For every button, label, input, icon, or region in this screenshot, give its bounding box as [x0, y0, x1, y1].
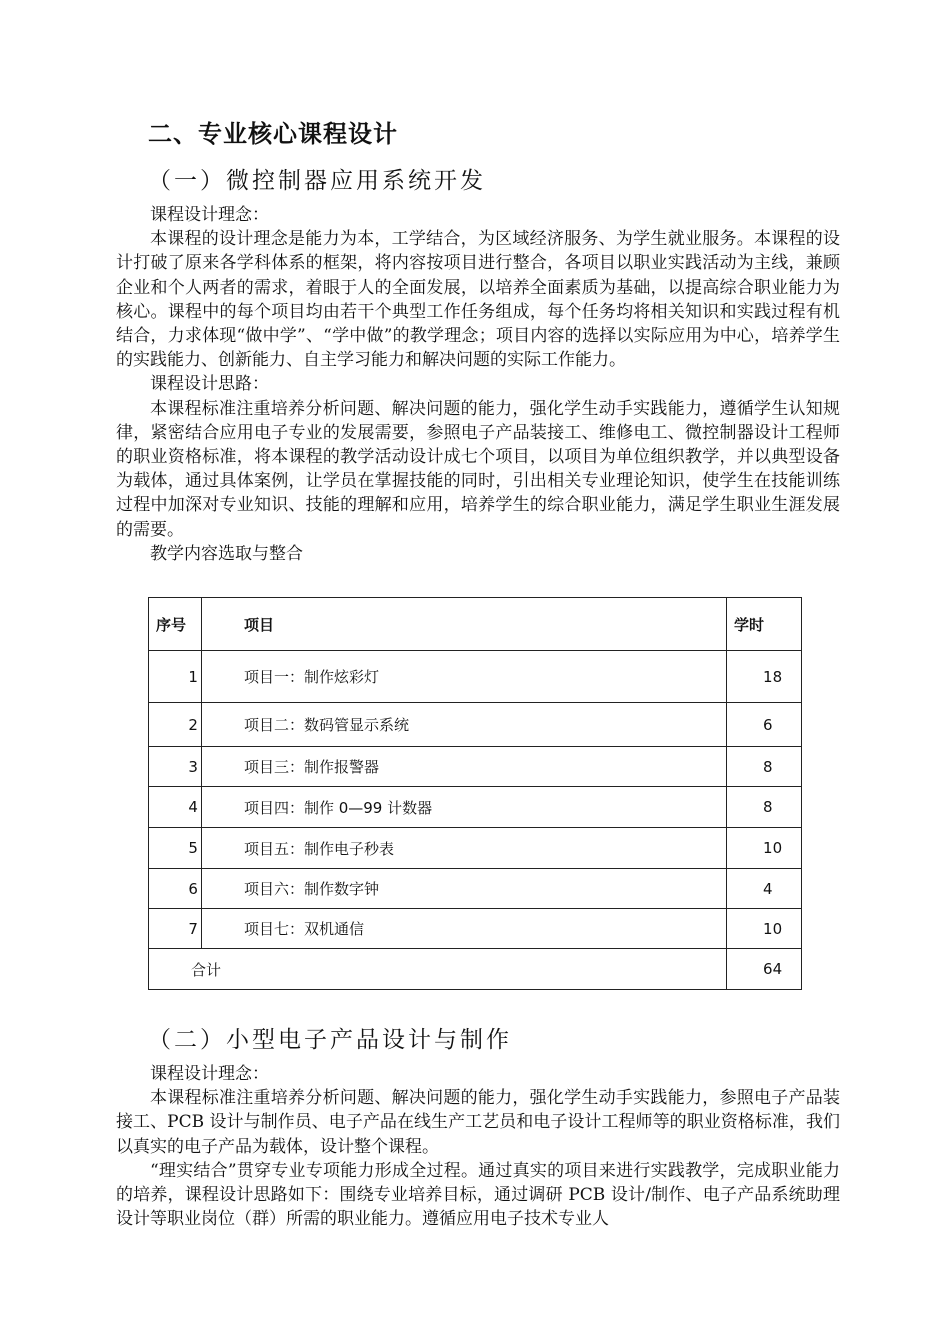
total-hours: 64 [727, 949, 802, 990]
header-item: 项目 [201, 598, 726, 651]
row-hours: 18 [727, 651, 802, 703]
section-title: 二、专业核心课程设计 [148, 120, 398, 148]
table-row [149, 787, 802, 828]
table-row [149, 703, 802, 747]
table-row [149, 828, 802, 869]
table-header-row [149, 598, 802, 651]
row-no: 4 [149, 787, 202, 828]
table-row [149, 747, 802, 787]
table-caption: 教学内容选取与整合 [150, 543, 303, 564]
row-hours: 8 [727, 787, 802, 828]
row-item: 项目二：数码管显示系统 [201, 703, 726, 747]
row-no: 5 [149, 828, 202, 869]
course2-body [116, 1062, 840, 1231]
course1-approach-text: 本课程标准注重培养分析问题、解决问题的能力，强化学生动手实践能力，遵循学生认知规律，紧密结合应用电子专业的发展需要，参照电子产品装接工、维修电工、微控制器设计工程师的职业资格标准，将本课程的教学活动设计成七个项目，以项目为单位组织教学，并以典型设备为载体，通过具体案例，让学员在掌握技能的同时，引出相关专业理论知识，使学生在技能训练过程中加深对专业知识、技能的理解和应用，培养学生的综合职业能力，满足学生职业生涯发展的需要。 [116, 398, 840, 540]
table-total-row [149, 949, 802, 990]
row-no: 6 [149, 869, 202, 909]
row-no: 3 [149, 747, 202, 787]
row-item: 项目四：制作 0—99 计数器 [201, 787, 726, 828]
course1-approach-label: 课程设计思路： [150, 374, 269, 395]
row-item: 项目一：制作炫彩灯 [201, 651, 726, 703]
row-hours: 4 [727, 869, 802, 909]
row-hours: 10 [727, 909, 802, 949]
total-label: 合计 [149, 949, 727, 990]
course2-paragraph2: “理实结合”贯穿专业专项能力形成全过程。通过真实的项目来进行实践教学，完成职业能力的培养，课程设计思路如下：围绕专业培养目标，通过调研 PCB 设计/制作、电子产品系统助理设计等职业岗位（群）所需的职业能力。遵循应用电子技术专业人 [116, 1160, 840, 1230]
course-content-table [148, 597, 802, 990]
row-hours: 6 [727, 703, 802, 747]
table-row [149, 869, 802, 909]
course2-concept-label: 课程设计理念： [150, 1064, 269, 1084]
course2-heading: （二）小型电子产品设计与制作 [148, 1027, 512, 1053]
course1-concept-label: 课程设计理念： [150, 205, 269, 225]
row-item: 项目三：制作报警器 [201, 747, 726, 787]
course1-heading: （一）微控制器应用系统开发 [148, 168, 486, 194]
row-item: 项目七：双机通信 [201, 909, 726, 949]
table-row [149, 651, 802, 703]
course1-body [116, 203, 840, 566]
header-hours: 学时 [727, 598, 802, 651]
row-no: 2 [149, 703, 202, 747]
course1-concept-text: 本课程的设计理念是能力为本，工学结合，为区域经济服务、为学生就业服务。本课程的设计打破了原来各学科体系的框架，将内容按项目进行整合，各项目以职业实践活动为主线，兼顾企业和个人两者的需求，着眼于人的全面发展，以培养全面素质为基础，以提高综合职业能力为核心。课程中的每个项目均由若干个典型工作任务组成，每个任务均将相关知识和实践过程有机结合，力求体现“做中学”、“学中做”的教学理念；项目内容的选择以实际应用为中心，培养学生的实践能力、创新能力、自主学习能力和解决问题的实际工作能力。 [116, 229, 840, 371]
row-hours: 8 [727, 747, 802, 787]
table-row [149, 909, 802, 949]
row-item: 项目六：制作数字钟 [201, 869, 726, 909]
course2-concept-text: 本课程标准注重培养分析问题、解决问题的能力，强化学生动手实践能力，参照电子产品装接工、PCB 设计与制作员、电子产品在线生产工艺员和电子设计工程师等的职业资格标准，我们以真实的电子产品为载体，设计整个课程。 [116, 1088, 840, 1157]
header-no: 序号 [149, 598, 202, 651]
row-no: 7 [149, 909, 202, 949]
row-item: 项目五：制作电子秒表 [201, 828, 726, 869]
row-no: 1 [149, 651, 202, 703]
row-hours: 10 [727, 828, 802, 869]
